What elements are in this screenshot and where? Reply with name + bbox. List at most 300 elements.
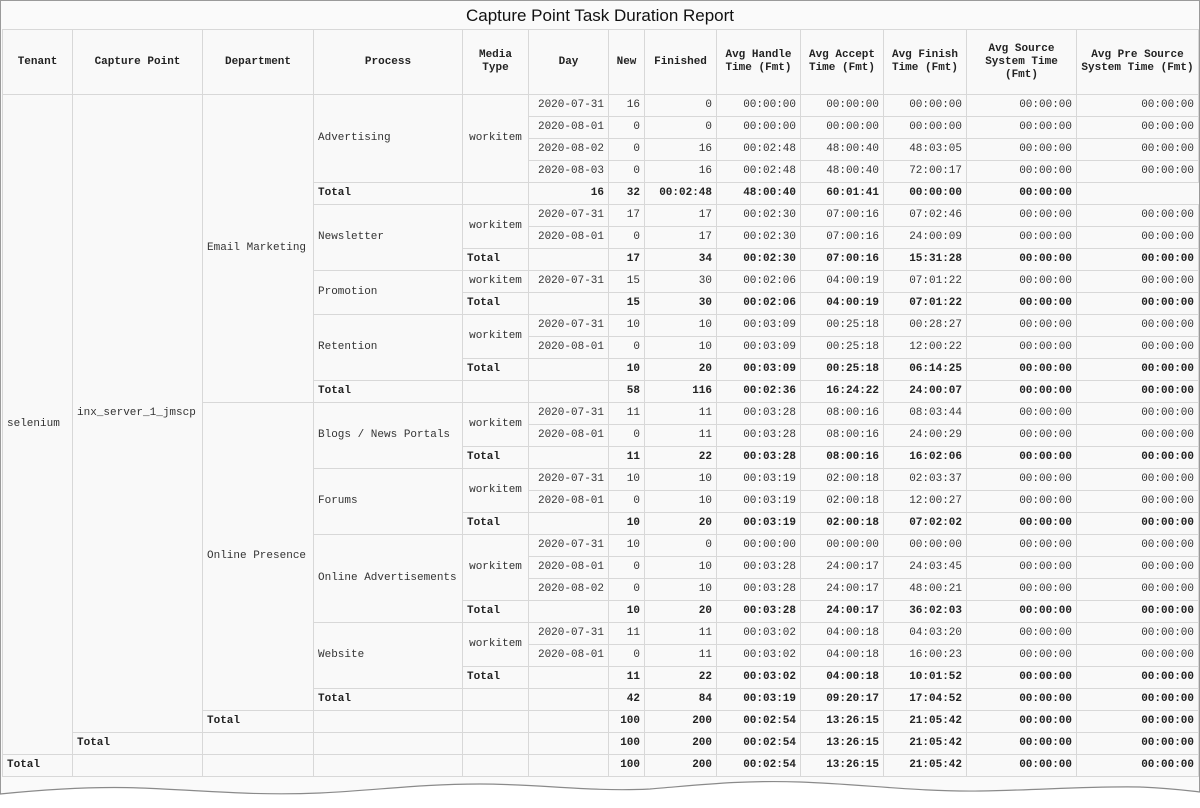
finished-cell: 20 bbox=[645, 601, 717, 623]
avg-accept-cell: 48:00:40 bbox=[717, 183, 801, 205]
finished-cell: 10 bbox=[645, 469, 717, 491]
col-header-tenant[interactable]: Tenant bbox=[3, 30, 73, 95]
avg-handle-cell: 00:03:28 bbox=[717, 425, 801, 447]
finished-cell: 17 bbox=[645, 205, 717, 227]
avg-source-cell: 00:00:00 bbox=[967, 117, 1077, 139]
avg-source-cell: 00:00:00 bbox=[967, 447, 1077, 469]
media-type-cell bbox=[463, 755, 529, 777]
avg-handle-cell: 00:02:48 bbox=[645, 183, 717, 205]
avg-accept-cell: 24:00:17 bbox=[801, 579, 884, 601]
new-cell: 0 bbox=[609, 425, 645, 447]
media-type-cell: workitem bbox=[463, 403, 529, 447]
avg-handle-cell: 00:03:19 bbox=[717, 469, 801, 491]
finished-cell: 200 bbox=[645, 755, 717, 777]
new-cell: 17 bbox=[609, 249, 645, 271]
finished-cell: 200 bbox=[645, 711, 717, 733]
avg-handle-cell: 00:03:28 bbox=[717, 447, 801, 469]
total-label: Total bbox=[463, 359, 529, 381]
avg-source-cell: 00:00:00 bbox=[967, 557, 1077, 579]
avg-pre-source-cell: 00:00:00 bbox=[1077, 161, 1199, 183]
col-header-avg-accept-time[interactable]: Avg Accept Time (Fmt) bbox=[801, 30, 884, 95]
avg-accept-cell: 48:00:40 bbox=[801, 161, 884, 183]
finished-cell: 30 bbox=[645, 293, 717, 315]
capture-point-cell bbox=[73, 755, 203, 777]
avg-pre-source-cell: 00:00:00 bbox=[1077, 623, 1199, 645]
avg-accept-cell: 08:00:16 bbox=[801, 447, 884, 469]
finished-cell: 32 bbox=[609, 183, 645, 205]
avg-pre-source-cell: 00:00:00 bbox=[1077, 315, 1199, 337]
new-cell: 58 bbox=[609, 381, 645, 403]
finished-cell: 11 bbox=[645, 403, 717, 425]
new-cell: 15 bbox=[609, 293, 645, 315]
finished-cell: 17 bbox=[645, 227, 717, 249]
avg-pre-source-cell: 00:00:00 bbox=[1077, 645, 1199, 667]
col-header-day[interactable]: Day bbox=[529, 30, 609, 95]
avg-source-cell: 00:00:00 bbox=[967, 205, 1077, 227]
day-cell bbox=[529, 249, 609, 271]
avg-source-cell: 00:00:00 bbox=[967, 733, 1077, 755]
day-cell bbox=[529, 381, 609, 403]
avg-finish-cell: 02:03:37 bbox=[884, 469, 967, 491]
new-cell: 10 bbox=[609, 315, 645, 337]
day-cell: 2020-08-02 bbox=[529, 579, 609, 601]
new-cell: 10 bbox=[609, 601, 645, 623]
avg-finish-cell: 12:00:27 bbox=[884, 491, 967, 513]
col-header-process[interactable]: Process bbox=[314, 30, 463, 95]
avg-pre-source-cell: 00:00:00 bbox=[1077, 381, 1199, 403]
table-row bbox=[3, 95, 1199, 117]
avg-pre-source-cell: 00:00:00 bbox=[1077, 491, 1199, 513]
avg-handle-cell: 00:03:28 bbox=[717, 557, 801, 579]
day-cell: 2020-07-31 bbox=[529, 95, 609, 117]
avg-pre-source-cell: 00:00:00 bbox=[1077, 689, 1199, 711]
new-cell: 11 bbox=[609, 667, 645, 689]
avg-finish-cell: 60:01:41 bbox=[801, 183, 884, 205]
avg-pre-source-cell: 00:00:00 bbox=[1077, 205, 1199, 227]
col-header-avg-pre-source-system-time[interactable]: Avg Pre Source System Time (Fmt) bbox=[1077, 30, 1199, 95]
avg-finish-cell: 07:02:46 bbox=[884, 205, 967, 227]
avg-finish-cell: 12:00:22 bbox=[884, 337, 967, 359]
avg-finish-cell: 10:01:52 bbox=[884, 667, 967, 689]
process-cell bbox=[314, 755, 463, 777]
avg-handle-cell: 00:02:48 bbox=[717, 139, 801, 161]
finished-cell: 10 bbox=[645, 557, 717, 579]
day-cell: 2020-07-31 bbox=[529, 469, 609, 491]
col-header-new[interactable]: New bbox=[609, 30, 645, 95]
avg-pre-source-cell: 00:00:00 bbox=[1077, 337, 1199, 359]
avg-accept-cell: 16:24:22 bbox=[801, 381, 884, 403]
avg-finish-cell: 07:02:02 bbox=[884, 513, 967, 535]
new-cell: 0 bbox=[609, 117, 645, 139]
finished-cell: 16 bbox=[645, 139, 717, 161]
avg-handle-cell: 00:03:09 bbox=[717, 315, 801, 337]
avg-accept-cell: 00:00:00 bbox=[801, 95, 884, 117]
avg-accept-cell: 00:25:18 bbox=[801, 315, 884, 337]
department-cell: Online Presence bbox=[203, 403, 314, 711]
avg-pre-source-cell: 00:00:00 bbox=[967, 183, 1077, 205]
tenant-cell: selenium bbox=[3, 95, 73, 755]
avg-source-cell: 00:00:00 bbox=[967, 425, 1077, 447]
avg-finish-cell: 72:00:17 bbox=[884, 161, 967, 183]
avg-source-cell: 00:00:00 bbox=[967, 359, 1077, 381]
new-cell: 0 bbox=[609, 337, 645, 359]
new-cell: 10 bbox=[609, 469, 645, 491]
media-type-cell: workitem bbox=[463, 271, 529, 293]
avg-accept-cell: 08:00:16 bbox=[801, 403, 884, 425]
avg-source-cell: 00:00:00 bbox=[967, 271, 1077, 293]
avg-finish-cell: 36:02:03 bbox=[884, 601, 967, 623]
finished-cell: 11 bbox=[645, 425, 717, 447]
day-cell bbox=[529, 601, 609, 623]
process-cell: Promotion bbox=[314, 271, 463, 315]
media-type-cell bbox=[463, 733, 529, 755]
finished-cell: 16 bbox=[645, 161, 717, 183]
avg-handle-cell: 00:02:30 bbox=[717, 227, 801, 249]
finished-cell: 10 bbox=[645, 337, 717, 359]
avg-source-cell: 00:00:00 bbox=[967, 315, 1077, 337]
finished-cell: 200 bbox=[645, 733, 717, 755]
avg-pre-source-cell: 00:00:00 bbox=[1077, 249, 1199, 271]
col-header-avg-finish-time[interactable]: Avg Finish Time (Fmt) bbox=[884, 30, 967, 95]
avg-source-cell: 00:00:00 bbox=[967, 755, 1077, 777]
total-label: Total bbox=[463, 601, 529, 623]
avg-accept-cell: 00:00:00 bbox=[801, 117, 884, 139]
avg-accept-cell: 04:00:18 bbox=[801, 623, 884, 645]
avg-accept-cell: 00:00:00 bbox=[801, 535, 884, 557]
day-cell: 2020-08-01 bbox=[529, 557, 609, 579]
finished-cell: 22 bbox=[645, 667, 717, 689]
avg-pre-source-cell: 00:00:00 bbox=[1077, 513, 1199, 535]
process-cell bbox=[314, 733, 463, 755]
avg-pre-source-cell: 00:00:00 bbox=[1077, 557, 1199, 579]
avg-accept-cell: 04:00:19 bbox=[801, 271, 884, 293]
avg-finish-cell: 17:04:52 bbox=[884, 689, 967, 711]
avg-accept-cell: 04:00:18 bbox=[801, 645, 884, 667]
total-label: Total bbox=[463, 513, 529, 535]
avg-handle-cell: 00:03:09 bbox=[717, 359, 801, 381]
media-type-cell: workitem bbox=[463, 535, 529, 601]
day-cell bbox=[529, 667, 609, 689]
finished-cell: 116 bbox=[645, 381, 717, 403]
avg-source-cell: 00:00:00 bbox=[967, 337, 1077, 359]
col-header-department[interactable]: Department bbox=[203, 30, 314, 95]
tenant-total-row bbox=[3, 733, 1199, 755]
avg-finish-cell: 00:00:00 bbox=[884, 117, 967, 139]
avg-accept-cell: 02:00:18 bbox=[801, 469, 884, 491]
avg-source-cell: 00:00:00 bbox=[967, 711, 1077, 733]
finished-cell: 30 bbox=[645, 271, 717, 293]
avg-finish-cell: 16:02:06 bbox=[884, 447, 967, 469]
avg-accept-cell: 13:26:15 bbox=[801, 733, 884, 755]
col-header-avg-source-system-time[interactable]: Avg Source System Time (Fmt) bbox=[967, 30, 1077, 95]
day-cell: 2020-07-31 bbox=[529, 271, 609, 293]
day-cell bbox=[463, 183, 529, 205]
media-type-cell bbox=[463, 689, 529, 711]
new-cell: 11 bbox=[609, 447, 645, 469]
day-cell: 2020-08-03 bbox=[529, 161, 609, 183]
day-cell: 2020-07-31 bbox=[529, 535, 609, 557]
avg-pre-source-cell: 00:00:00 bbox=[1077, 755, 1199, 777]
total-label: Total bbox=[314, 689, 463, 711]
finished-cell: 84 bbox=[645, 689, 717, 711]
department-cell: Email Marketing bbox=[203, 95, 314, 403]
col-header-capture-point[interactable]: Capture Point bbox=[73, 30, 203, 95]
media-type-cell bbox=[463, 711, 529, 733]
day-cell: 2020-08-01 bbox=[529, 491, 609, 513]
finished-cell: 11 bbox=[645, 645, 717, 667]
avg-accept-cell: 07:00:16 bbox=[801, 205, 884, 227]
avg-handle-cell: 00:02:36 bbox=[717, 381, 801, 403]
process-cell: Blogs / News Portals bbox=[314, 403, 463, 469]
avg-finish-cell: 00:28:27 bbox=[884, 315, 967, 337]
avg-source-cell: 00:00:00 bbox=[967, 381, 1077, 403]
avg-handle-cell: 00:00:00 bbox=[717, 95, 801, 117]
avg-pre-source-cell: 00:00:00 bbox=[1077, 227, 1199, 249]
avg-finish-cell: 21:05:42 bbox=[884, 733, 967, 755]
total-label: Total bbox=[314, 381, 463, 403]
new-cell: 42 bbox=[609, 689, 645, 711]
avg-pre-source-cell: 00:00:00 bbox=[1077, 139, 1199, 161]
avg-pre-source-cell: 00:00:00 bbox=[1077, 117, 1199, 139]
avg-handle-cell: 00:03:28 bbox=[717, 579, 801, 601]
finished-cell: 0 bbox=[645, 535, 717, 557]
total-label: Total bbox=[203, 711, 314, 733]
process-cell: Website bbox=[314, 623, 463, 689]
avg-source-cell: 00:00:00 bbox=[967, 139, 1077, 161]
col-header-avg-handle-time[interactable]: Avg Handle Time (Fmt) bbox=[717, 30, 801, 95]
new-cell: 100 bbox=[609, 733, 645, 755]
avg-source-cell: 00:00:00 bbox=[967, 645, 1077, 667]
process-cell: Newsletter bbox=[314, 205, 463, 271]
department-cell bbox=[203, 733, 314, 755]
new-cell: 10 bbox=[609, 359, 645, 381]
new-cell: 0 bbox=[609, 491, 645, 513]
day-cell: 2020-08-01 bbox=[529, 425, 609, 447]
total-label: Total bbox=[314, 183, 463, 205]
new-cell: 0 bbox=[609, 579, 645, 601]
avg-accept-cell: 09:20:17 bbox=[801, 689, 884, 711]
avg-source-cell: 00:00:00 bbox=[967, 689, 1077, 711]
avg-source-cell: 00:00:00 bbox=[967, 579, 1077, 601]
avg-pre-source-cell: 00:00:00 bbox=[1077, 95, 1199, 117]
avg-handle-cell: 00:03:02 bbox=[717, 623, 801, 645]
avg-finish-cell: 15:31:28 bbox=[884, 249, 967, 271]
total-label: Total bbox=[463, 249, 529, 271]
department-cell bbox=[203, 755, 314, 777]
avg-finish-cell: 06:14:25 bbox=[884, 359, 967, 381]
avg-handle-cell: 00:03:28 bbox=[717, 403, 801, 425]
avg-handle-cell: 00:03:09 bbox=[717, 337, 801, 359]
avg-pre-source-cell: 00:00:00 bbox=[1077, 359, 1199, 381]
finished-cell: 10 bbox=[645, 491, 717, 513]
avg-accept-cell: 04:00:18 bbox=[801, 667, 884, 689]
avg-finish-cell: 16:00:23 bbox=[884, 645, 967, 667]
header-row bbox=[3, 30, 1199, 95]
avg-source-cell: 00:00:00 bbox=[967, 403, 1077, 425]
avg-pre-source-cell: 00:00:00 bbox=[1077, 447, 1199, 469]
avg-handle-cell: 00:03:02 bbox=[717, 645, 801, 667]
day-cell: 2020-07-31 bbox=[529, 205, 609, 227]
process-cell: Forums bbox=[314, 469, 463, 535]
avg-source-cell: 00:00:00 bbox=[967, 667, 1077, 689]
avg-source-cell: 00:00:00 bbox=[967, 249, 1077, 271]
avg-pre-source-cell: 00:00:00 bbox=[1077, 601, 1199, 623]
day-cell bbox=[529, 755, 609, 777]
report-title: Capture Point Task Duration Report bbox=[1, 1, 1199, 29]
day-cell bbox=[529, 711, 609, 733]
process-cell: Retention bbox=[314, 315, 463, 381]
avg-finish-cell: 07:01:22 bbox=[884, 293, 967, 315]
avg-source-cell: 00:00:00 bbox=[967, 161, 1077, 183]
avg-handle-cell: 00:02:30 bbox=[717, 205, 801, 227]
new-cell: 0 bbox=[609, 139, 645, 161]
new-cell: 0 bbox=[609, 161, 645, 183]
finished-cell: 0 bbox=[645, 95, 717, 117]
finished-cell: 0 bbox=[645, 117, 717, 139]
finished-cell: 10 bbox=[645, 315, 717, 337]
day-cell: 2020-08-02 bbox=[529, 139, 609, 161]
col-header-media-type[interactable]: Media Type bbox=[463, 30, 529, 95]
avg-handle-cell: 00:00:00 bbox=[717, 117, 801, 139]
day-cell bbox=[529, 733, 609, 755]
grand-total-row bbox=[3, 755, 1199, 777]
new-cell: 16 bbox=[529, 183, 609, 205]
day-cell: 2020-08-01 bbox=[529, 117, 609, 139]
avg-pre-source-cell: 00:00:00 bbox=[1077, 579, 1199, 601]
media-type-cell: workitem bbox=[463, 95, 529, 183]
avg-finish-cell: 24:00:29 bbox=[884, 425, 967, 447]
new-cell: 10 bbox=[609, 513, 645, 535]
avg-handle-cell: 00:02:54 bbox=[717, 755, 801, 777]
avg-source-cell: 00:00:00 bbox=[967, 623, 1077, 645]
process-cell bbox=[314, 711, 463, 733]
avg-finish-cell: 21:05:42 bbox=[884, 755, 967, 777]
new-cell: 100 bbox=[609, 711, 645, 733]
finished-cell: 34 bbox=[645, 249, 717, 271]
process-cell: Advertising bbox=[314, 95, 463, 183]
media-type-cell bbox=[463, 381, 529, 403]
avg-accept-cell: 00:25:18 bbox=[801, 359, 884, 381]
new-cell: 0 bbox=[609, 227, 645, 249]
day-cell: 2020-07-31 bbox=[529, 623, 609, 645]
day-cell: 2020-08-01 bbox=[529, 227, 609, 249]
avg-pre-source-cell: 00:00:00 bbox=[1077, 403, 1199, 425]
avg-source-cell: 00:00:00 bbox=[967, 601, 1077, 623]
col-header-finished[interactable]: Finished bbox=[645, 30, 717, 95]
avg-handle-cell: 00:02:48 bbox=[717, 161, 801, 183]
avg-accept-cell: 24:00:17 bbox=[801, 601, 884, 623]
avg-finish-cell: 00:00:00 bbox=[884, 535, 967, 557]
avg-accept-cell: 07:00:16 bbox=[801, 249, 884, 271]
new-cell: 17 bbox=[609, 205, 645, 227]
finished-cell: 20 bbox=[645, 359, 717, 381]
day-cell bbox=[529, 359, 609, 381]
media-type-cell: workitem bbox=[463, 205, 529, 249]
avg-handle-cell: 00:03:19 bbox=[717, 689, 801, 711]
day-cell: 2020-07-31 bbox=[529, 403, 609, 425]
avg-handle-cell: 00:02:30 bbox=[717, 249, 801, 271]
day-cell bbox=[529, 513, 609, 535]
avg-pre-source-cell: 00:00:00 bbox=[1077, 667, 1199, 689]
capture-point-cell: inx_server_1_jmscp bbox=[73, 95, 203, 733]
avg-source-cell: 00:00:00 bbox=[967, 293, 1077, 315]
day-cell bbox=[529, 293, 609, 315]
avg-handle-cell: 00:03:19 bbox=[717, 513, 801, 535]
day-cell: 2020-08-01 bbox=[529, 645, 609, 667]
day-cell bbox=[529, 447, 609, 469]
new-cell: 11 bbox=[609, 403, 645, 425]
avg-accept-cell: 08:00:16 bbox=[801, 425, 884, 447]
avg-source-cell: 00:00:00 bbox=[884, 183, 967, 205]
media-type-cell: workitem bbox=[463, 623, 529, 667]
avg-source-cell: 00:00:00 bbox=[967, 95, 1077, 117]
avg-finish-cell: 48:00:21 bbox=[884, 579, 967, 601]
day-cell: 2020-07-31 bbox=[529, 315, 609, 337]
avg-source-cell: 00:00:00 bbox=[967, 535, 1077, 557]
avg-finish-cell: 21:05:42 bbox=[884, 711, 967, 733]
avg-handle-cell: 00:02:06 bbox=[717, 271, 801, 293]
avg-accept-cell: 02:00:18 bbox=[801, 513, 884, 535]
new-cell: 16 bbox=[609, 95, 645, 117]
avg-pre-source-cell: 00:00:00 bbox=[1077, 711, 1199, 733]
new-cell: 10 bbox=[609, 535, 645, 557]
avg-handle-cell: 00:02:54 bbox=[717, 733, 801, 755]
finished-cell: 22 bbox=[645, 447, 717, 469]
avg-finish-cell: 04:03:20 bbox=[884, 623, 967, 645]
avg-pre-source-cell: 00:00:00 bbox=[1077, 271, 1199, 293]
avg-source-cell: 00:00:00 bbox=[967, 227, 1077, 249]
avg-accept-cell: 48:00:40 bbox=[801, 139, 884, 161]
process-cell: Online Advertisements bbox=[314, 535, 463, 623]
avg-accept-cell: 07:00:16 bbox=[801, 227, 884, 249]
avg-source-cell: 00:00:00 bbox=[967, 491, 1077, 513]
avg-handle-cell: 00:02:06 bbox=[717, 293, 801, 315]
total-label: Total bbox=[463, 293, 529, 315]
new-cell: 100 bbox=[609, 755, 645, 777]
new-cell: 15 bbox=[609, 271, 645, 293]
total-label: Total bbox=[3, 755, 73, 777]
avg-finish-cell: 07:01:22 bbox=[884, 271, 967, 293]
media-type-cell: workitem bbox=[463, 469, 529, 513]
report-table bbox=[2, 29, 1199, 777]
avg-accept-cell: 24:00:17 bbox=[801, 557, 884, 579]
total-label: Total bbox=[463, 447, 529, 469]
avg-source-cell: 00:00:00 bbox=[967, 513, 1077, 535]
media-type-cell: workitem bbox=[463, 315, 529, 359]
new-cell: 11 bbox=[609, 623, 645, 645]
avg-handle-cell: 00:02:54 bbox=[717, 711, 801, 733]
avg-finish-cell: 08:03:44 bbox=[884, 403, 967, 425]
total-label: Total bbox=[463, 667, 529, 689]
new-cell: 0 bbox=[609, 557, 645, 579]
day-cell bbox=[529, 689, 609, 711]
avg-accept-cell: 13:26:15 bbox=[801, 755, 884, 777]
avg-handle-cell: 00:03:02 bbox=[717, 667, 801, 689]
avg-accept-cell: 13:26:15 bbox=[801, 711, 884, 733]
finished-cell: 11 bbox=[645, 623, 717, 645]
total-label: Total bbox=[73, 733, 203, 755]
finished-cell: 20 bbox=[645, 513, 717, 535]
avg-pre-source-cell: 00:00:00 bbox=[1077, 293, 1199, 315]
avg-handle-cell: 00:03:19 bbox=[717, 491, 801, 513]
new-cell: 0 bbox=[609, 645, 645, 667]
finished-cell: 10 bbox=[645, 579, 717, 601]
avg-handle-cell: 00:03:28 bbox=[717, 601, 801, 623]
avg-finish-cell: 24:00:07 bbox=[884, 381, 967, 403]
avg-finish-cell: 48:03:05 bbox=[884, 139, 967, 161]
avg-finish-cell: 24:03:45 bbox=[884, 557, 967, 579]
avg-accept-cell: 00:25:18 bbox=[801, 337, 884, 359]
